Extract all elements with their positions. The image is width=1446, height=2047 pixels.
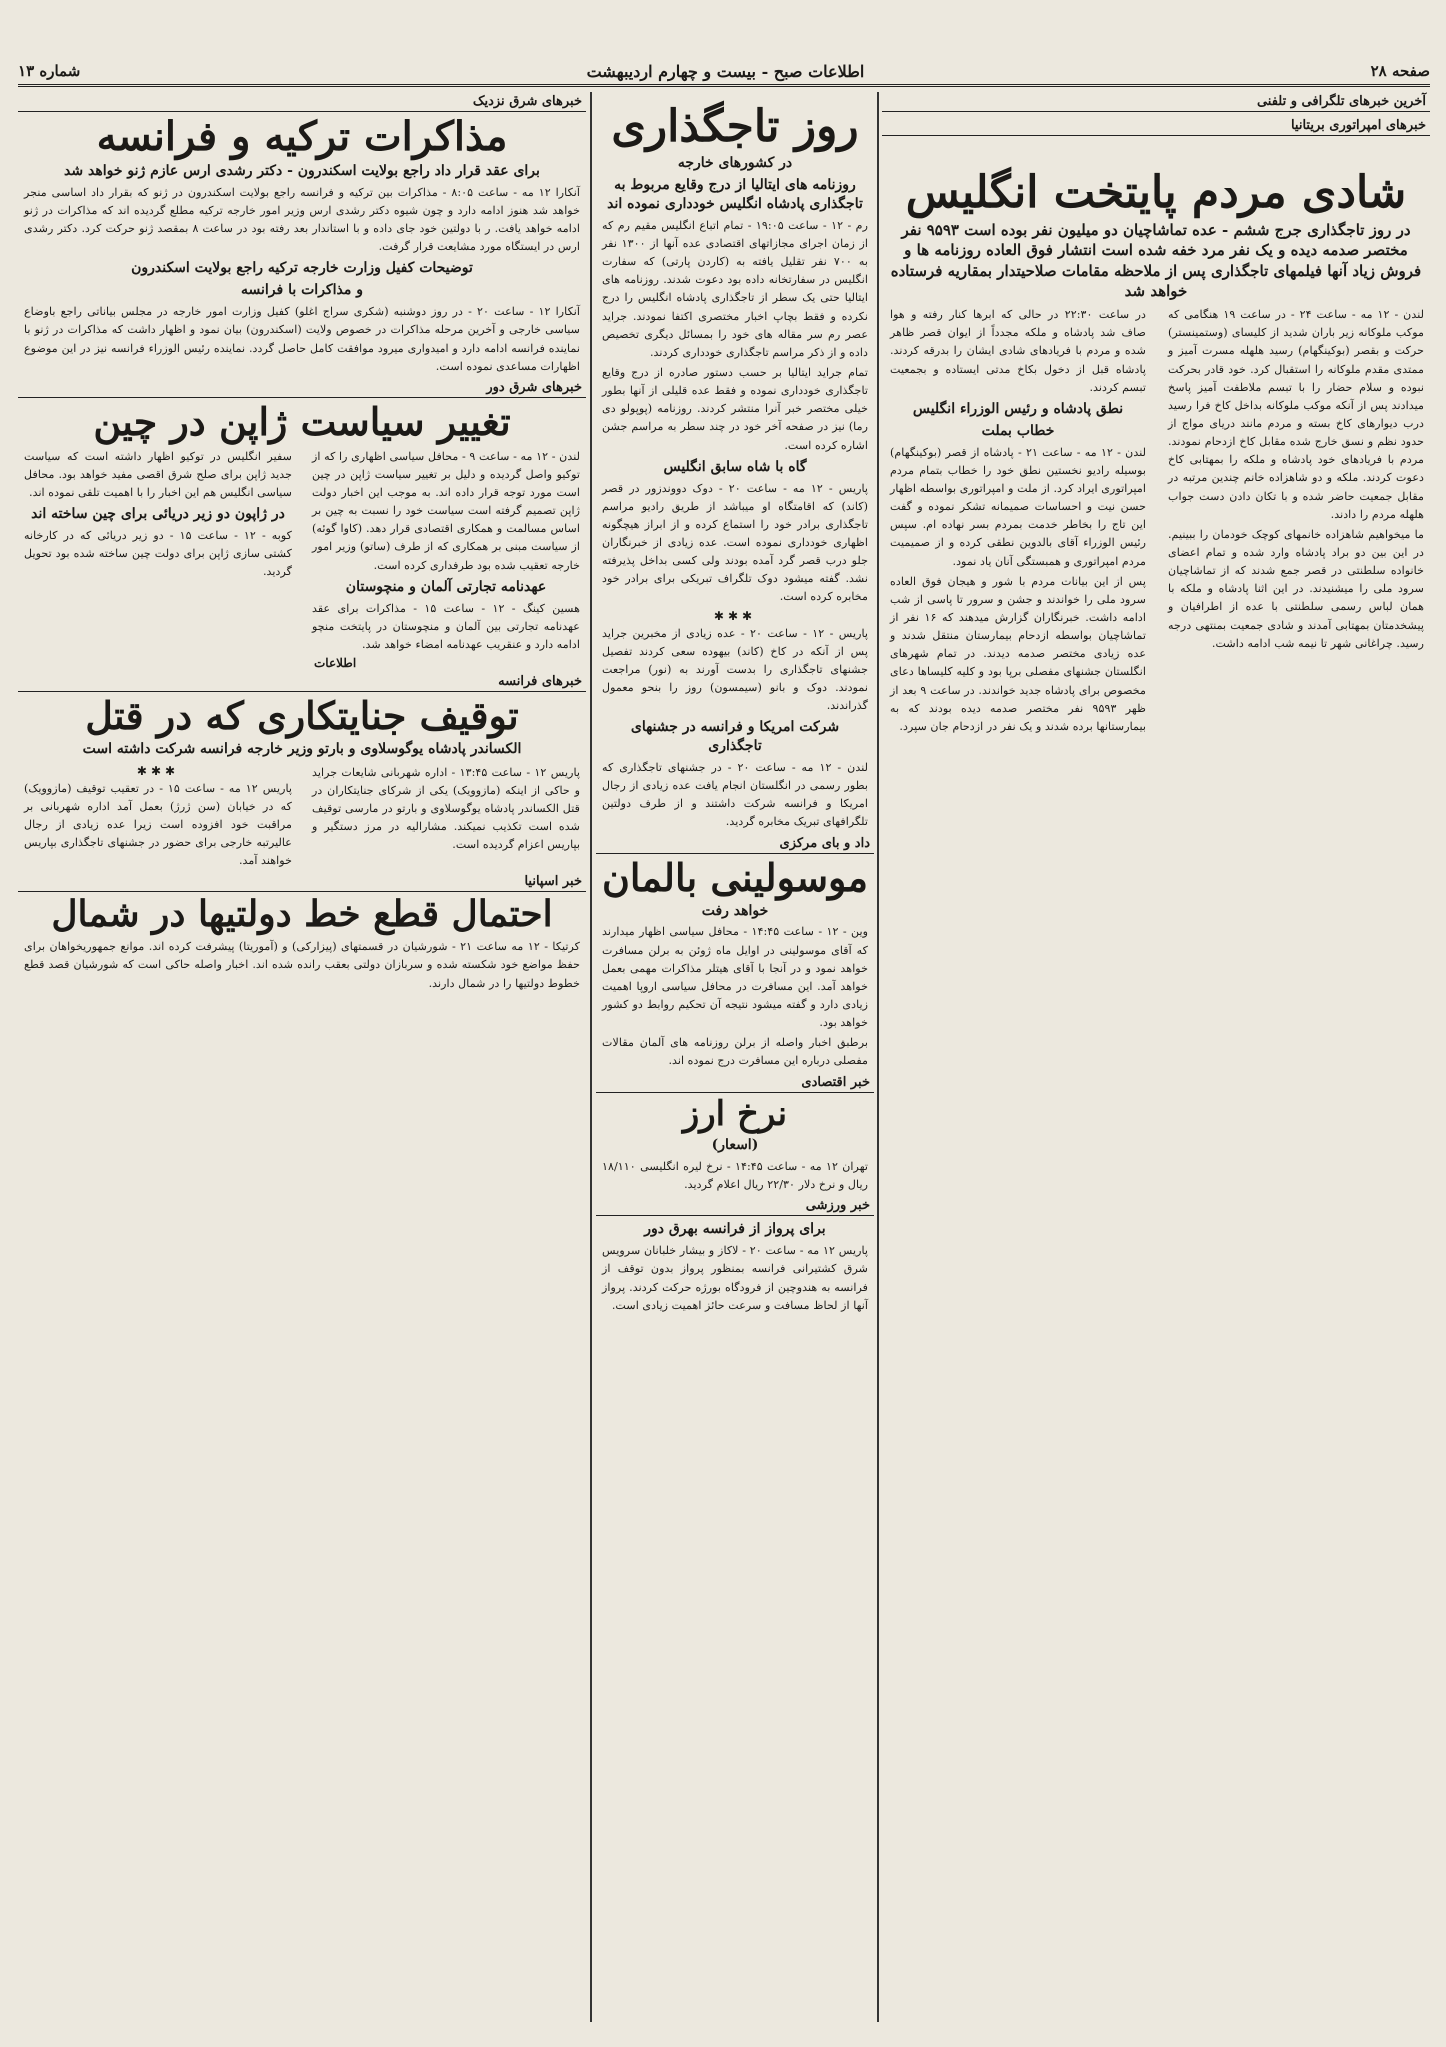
- subheadline: توضیحات کفیل وزارت خارجه ترکیه راجع بولایت اسکندرون: [131, 260, 473, 277]
- subheadline: و مذاکرات با فرانسه: [241, 282, 363, 299]
- headline: موسولینی بالمان: [601, 854, 869, 900]
- article-body: آنکارا ۱۲ - ساعت ۲۰ - در روز دوشنبه (شکری سراج اغلو) کفیل وزارت امور خارجه در مجلس بیاناتی راجع باوضاع سیاسی خارجی و آخرین مرحله مذاکرات در خصوص ولایت (اسکندرون) بیان نمود و اظهار داشت که مذاکرات در ژنو با نماینده فرانسه ادامه دارد و امیدواری میرود موافقت کامل حاصل گردد. نماینده رئیس الوزراء فرانسه نیز در این موضوع اظهارات مساعدی نموده است.: [24, 305, 580, 373]
- subheadline: در ژاپون دو زیر دریائی برای چین ساخته اند: [31, 506, 285, 523]
- article-body: تهران ۱۲ مه - ساعت ۱۴:۴۵ - نرخ لیره انگلیسی ۱۸/۱۱۰ ریال و نرخ دلار ۲۲/۳۰ ریال اعلام گردید.: [602, 1160, 868, 1192]
- article-body: هسین کینگ - ۱۲ - ساعت ۱۵ - مذاکرات برای عقد عهدنامه تجارتی بین آلمان و منچوستان در پایتخت منچو ادامه دارد و عنقریب عهدنامه امضاء خواهد شد.: [312, 601, 580, 651]
- subheadline: روزنامه های ایتالیا از درج وقایع مربوط به تاجگذاری پادشاه انگلیس خودداری نموده اند: [607, 177, 863, 212]
- article-body: برطبق اخبار واصله از برلن روزنامه های آلمان مقالات مفصلی درباره این مسافرت درج نموده اند.: [602, 1036, 868, 1068]
- subheadline: الکساندر پادشاه یوگوسلاوی و بارتو وزیر خارجه فرانسه شرکت داشته است: [82, 740, 522, 757]
- article-body: سفیر انگلیس در توکیو اظهار داشته است که سیاست جدید ژاپن برای صلح شرق اقصی مفید خواهد بود. محافل سیاسی انگلیس هم این اخبار را با اهمیت تلقی نموده اند.: [24, 449, 292, 499]
- article-body: در ساعت ۲۲:۳۰ در حالی که ابرها کنار رفته و هوا صاف شد پادشاه و ملکه مجدداً از ایوان قصر ظاهر شده و مردم با فریادهای شادی ایشان را بدرقه کردند. پادشاه قبل از دخول بکاخ مدتی ایستاده و بجمعیت تبسم کردند.: [890, 308, 1146, 394]
- section-kicker: خبرهای شرق نزدیک: [18, 92, 586, 112]
- article-body: کرتیکا - ۱۲ مه ساعت ۲۱ - شورشیان در قسمتهای (پیزارکی) و (آموریتا) پیشرفت کرده اند. موانع جمهوریخواهان برای حفظ مواضع خود شکسته شده و سربازان دولتی بعقب رانده شده اند. اخبار واصله حاکی است که شورشیان قصد قطع خطوط دولتیها را در شمال دارند.: [24, 940, 580, 990]
- article-body: آنکارا ۱۲ مه - ساعت ۸:۰۵ - مذاکرات بین ترکیه و فرانسه راجع بولایت اسکندرون در ژنو که بقرار داد اساسی منجر خواهد شد هنوز ادامه دارد و چون شیوه دکتر رشدی ارس وزیر امور خارجه ترکیه مطلع گردیده اند که مذاکرات در ژنو ادامه خواهد یافت. ر با دولتین خود جای داده و با استاندار بعد رفته بود در ساعت ۸ بمقصد ژنو حرکت کرد. دکتر رشدی ارس در ایستگاه مورد مشایعت قرار گرفت.: [24, 185, 580, 254]
- article-body: لندن - ۱۲ مه - ساعت ۲۴ - در ساعت ۱۹ هنگامی که موکب ملوکانه زیر باران شدید از کلیسای (وستمینستر) حرکت و بقصر (بوکینگهام) رسید هلهله مسرت آمیز و ممتدی مقدم ملوکانه را استقبال کرد. خود قادر بحرکت نبوده و سلام حضار را با تبسم ملاطفت آمیز پاسخ میدادند پس از آنکه موکب ملوکانه بداخل کاخ فرا رسید درب دیوارهای کاخ بسته و مردم مانند دریای مواج از حدود نظم و نسق خارج شده مقابل کاخ ازدحام نمودند. مردم با فریادهای خود پادشاه و ملکه را بمهتابی کاخ دعوت کردند. ملکه و دو شاهزاده خانم چندین مرتبه در مقابل جمعیت حاضر شده و با تکان دادن دست جواب هلهله مردم را دادند.: [1168, 308, 1424, 521]
- section-kicker: خبرهای امپراتوری بریتانیا: [882, 116, 1430, 136]
- article-body: پاریس ۱۲ مه - ساعت ۲۰ - لاکاز و بیشار خلبانان سرویس شرق کشتیرانی فرانسه بمنظور پرواز بدون توقف از فرانسه به هندوچین از فرودگاه بورژه حرکت کردند. پرواز آنها از لحاظ مسافت و سرعت حائز اهمیت زیادی است.: [602, 1244, 868, 1312]
- subheadline: عهدنامه تجارتی آلمان و منچوستان: [345, 578, 547, 595]
- column-3: [18, 92, 586, 2022]
- subheadline: خواهد رفت: [701, 902, 769, 919]
- article-body: لندن - ۱۲ مه - ساعت ۹ - محافل سیاسی اظهاری را که از توکیو واصل گردیده و دلیل بر تغییر سیاست ژاپن در چین است مورد توجه قرار داده اند. به موجب این اخبار دولت ژاپن تصمیم گرفته است سیاست خود را نسبت به چین بر اساس مسالمت و همکاری اقتصادی قرار دهد. (کاوا گوئه) از سیاست مبنی بر همکاری که از طرف (ساتو) وزیر امور خارجه تعقیب شده بود طرفداری کرده است.: [312, 449, 580, 572]
- subheadline: در روز تاجگذاری جرج ششم - عده تماشاچیان دو میلیون نفر بوده است ۹۵۹۳ نفر مختصر صدمه دیده و یک نفر مرد خفه شده است انتشار فوق العاده روزنامه ها و فروش زیاد آنها فیلمهای تاجگذاری پس از ملاحظه مقامات صلاحیتدار بمقاریه فرستاده خواهد شد: [890, 221, 1422, 300]
- article-body: لندن - ۱۲ مه - ساعت ۲۱ - پادشاه از قصر (بوکینگهام) بوسیله رادیو نخستین نطق خود را خطاب بتمام مردم امپراتوری ایراد کرد. از ملت و امپراتوری بواسطه اظهار حسن نیت و احساسات صمیمانه تشکر نموده و گفت این تاج را بخاطر خدمت بمردم بسر نهاده ام. سپس رئیس الوزراء آقای بالدوین نطقی کرده و از صمیمیت مردم امپراتوری و همبستگی آنان یاد نمود.: [890, 445, 1146, 568]
- column-2: [596, 92, 874, 2022]
- article-body: پاریس - ۱۲ - ساعت ۲۰ - عده زیادی از مخبرین جراید پس از آنکه در کاخ (کاند) بیهوده سعی کردند تفصیل جشنهای تاجگذاری را بدست آورند به (نور) مراجعت نمودند. دوک و بانو (سیمسون) روز را بنحو معمول گذراندند.: [602, 626, 868, 713]
- article-body: وین - ۱۲ - ساعت ۱۴:۴۵ - محافل سیاسی اظهار میدارند که آقای موسولینی در اوایل ماه ژوئن به برلن مسافرت خواهد نمود و در آنجا با آقای هیتلر مذاکرات مهمی بعمل خواهد آمد. این مسافرت در محافل سیاسی اروپا اهمیت زیادی دارد و گفته میشود نتیجه آن تحکیم روابط دو کشور خواهد بود.: [602, 925, 868, 1030]
- article-body: ما میخواهیم شاهزاده خانمهای کوچک خودمان را ببینیم. در این بین دو براد پادشاه وارد شده و تمام اعضای خانواده سلطنتی در قصر جمع شدند که از تماشاچیان سرود ملی را میشنیدند. در این اثنا پادشاه و ملکه با همان لباس رسمی سلطنتی با عده از اطرافیان و پیشخدمتان بمهتابی آمدند و شادی جمعیت بمنتهی درجه رسید. چراغانی شهر تا نیمه شب ادامه داشت.: [1168, 527, 1424, 650]
- headline: روز تاجگذاری: [611, 101, 859, 152]
- subheadline: گاه با شاه سابق انگلیس: [663, 458, 807, 475]
- subheadline: شرکت امریکا و فرانسه در جشنهای تاجگذاری: [630, 719, 840, 755]
- signature: اطلاعات: [314, 655, 357, 670]
- separator-stars: ✱✱✱: [713, 608, 757, 623]
- subheadline: برای پرواز از فرانسه بهرق دور: [644, 1221, 826, 1238]
- subheadline: برای عقد قرار داد راجع بولایت اسکندرون - دکتر رشدی ارس عازم ژنو خواهد شد: [64, 163, 540, 179]
- issue-number: شماره ۱۳: [18, 62, 81, 80]
- article-body: تمام جراید ایتالیا بر حسب دستور صادره از درج وقایع تاجگذاری خودداری نموده و فقط عده قلیلی از آنها بطور خیلی مختصر خبر آنرا منتشر کردند. روزنامه (پوپولو دی رما) نیز در صفحه آخر خود در چند سطر به مراسم جشن اشاره کرده است.: [602, 365, 868, 452]
- section-kicker: خبر اقتصادی: [596, 1073, 874, 1093]
- article-body: رم - ۱۲ - ساعت ۱۹:۰۵ - تمام اتباع انگلیس مقیم رم که از زمان اجرای مجازاتهای اقتصادی عده آنها از ۱۳۰۰ نفر به ۷۰۰ نفر تقلیل یافته به (کاردن پارتی) که سفارت انگلیس در سفارتخانه داده بود دعوت شدند. روزنامه های ایتالیا حتی یک سطر از تاجگذاری پادشاه انگلیس را درج نکرده و فقط بچاپ اخبار مختصری اکتفا نمودند. جراید عصر رم سر مقاله های خود را بمسائل دیگری تخصیص داده و از ذکر مراسم تاجگذاری خودداری کردند.: [602, 218, 868, 359]
- separator-stars: ✱✱✱: [136, 763, 180, 778]
- article-body: پاریس ۱۲ مه - ساعت ۱۵ - در تعقیب توقیف (مازوویک) که در خیابان (سن ژرژ) بعمل آمد اداره شهربانی بر مراقبت خود افزوده است زیرا عده زیادی از رجال عالیرتبه خارجی برای حضور در جشنهای تاجگذاری بپاریس خواهند آمد.: [24, 781, 293, 868]
- article-body: پاریس - ۱۲ مه - ساعت ۲۰ - دوک دووندزور در قصر (کاند) که اقامتگاه او میباشد از طریق رادیو مراسم تاجگذاری برادر خود را استماع کرده و از ابراز هیچگونه اظهاری خودداری نموده است. عده زیادی از خبرنگاران جلو درب قصر گرد آمده بودند ولی کسی بداخل پذیرفته نشد. گفته میشود دوک تلگراف تبریکی برای برادر خود مخابره کرده است.: [602, 481, 868, 604]
- headline: توقیف جنایتکاری که در قتل: [85, 692, 519, 738]
- section-kicker: آخرین خبرهای تلگرافی و تلفنی: [882, 92, 1430, 112]
- section-kicker: نطق پادشاه و رئیس الوزراء انگلیس: [912, 400, 1124, 417]
- column-1: [882, 92, 1430, 2022]
- subheadline: (اسعار): [711, 1137, 759, 1154]
- section-kicker: خطاب بملت: [981, 422, 1055, 439]
- masthead: [18, 58, 1430, 87]
- page-number: صفحه ۲۸: [1370, 62, 1430, 80]
- masthead-title: اطلاعات صبح - بیست و چهارم اردیبهشت: [586, 61, 865, 81]
- section-kicker: خبر ورزشی: [596, 1196, 874, 1216]
- headline: نرخ ارز: [682, 1093, 788, 1134]
- subheadline: در کشورهای خارجه: [677, 155, 793, 172]
- section-kicker: خبرهای شرق دور: [18, 378, 586, 398]
- article-body: پس از این بیانات مردم با شور و هیجان فوق العاده سرود ملی را خواندند و جشن و سرور تا پاسی از شب ادامه داشت. خبرنگاران گزارش میدهند که ۱۶ نفر از تماشاچیان بواسطه ازدحام بیمارستان منتقل شدند و عده زیادی مختصر صدمه دیدند. در تمام شهرهای انگلستان جشنهای مفصلی برپا بود و کلیه کلیساها دعای مخصوص برای پادشاه جدید خواندند. در ساعت ۹ بعد از ظهر ۹۵۹۳ نفر مختصر صدمه دیده بودند که به بیمارستانها برده شدند و یک نفر در ازدحام جان سپرد.: [890, 574, 1146, 733]
- headline: احتمال قطع خط دولتیها در شمال: [51, 893, 553, 936]
- article-body: کوبه - ۱۲ - ساعت ۱۵ - دو زیر دریائی که در کارخانه کشتی سازی ژاپن برای دولت چین ساخته شده بود تحویل گردید.: [24, 529, 292, 579]
- headline: تغییر سیاست ژاپن در چین: [93, 398, 511, 444]
- article-body: لندن - ۱۲ مه - ساعت ۲۰ - در جشنهای تاجگذاری که بطور رسمی در انگلستان انجام یافت عده زیادی از رجال امریکا و فرانسه شرکت داشتند و از طرف دولتین تلگرافهای تبریک مخابره گردید.: [602, 761, 868, 829]
- headline: شادی مردم پایتخت انگلیس: [905, 167, 1407, 218]
- section-kicker: خبر اسپانیا: [18, 872, 586, 892]
- headline: مذاکرات ترکیه و فرانسه: [96, 113, 508, 160]
- article-body: پاریس ۱۲ - ساعت ۱۳:۴۵ - اداره شهربانی شایعات جراید و حاکی از اینکه (مازوویک) یکی از شرکای جنایتکاران در قتل الکساندر پادشاه یوگوسلاوی و بارتو در مارسی توقیف شده است تکذیب نمیکند. مشارالیه در مرز دستگیر و بپاریس اعزام گردیده است.: [312, 765, 581, 852]
- column-rule: [877, 92, 879, 2022]
- section-kicker: خبرهای فرانسه: [18, 672, 586, 692]
- column-rule: [590, 92, 592, 2022]
- section-kicker: داد و بای مرکزی: [596, 834, 874, 854]
